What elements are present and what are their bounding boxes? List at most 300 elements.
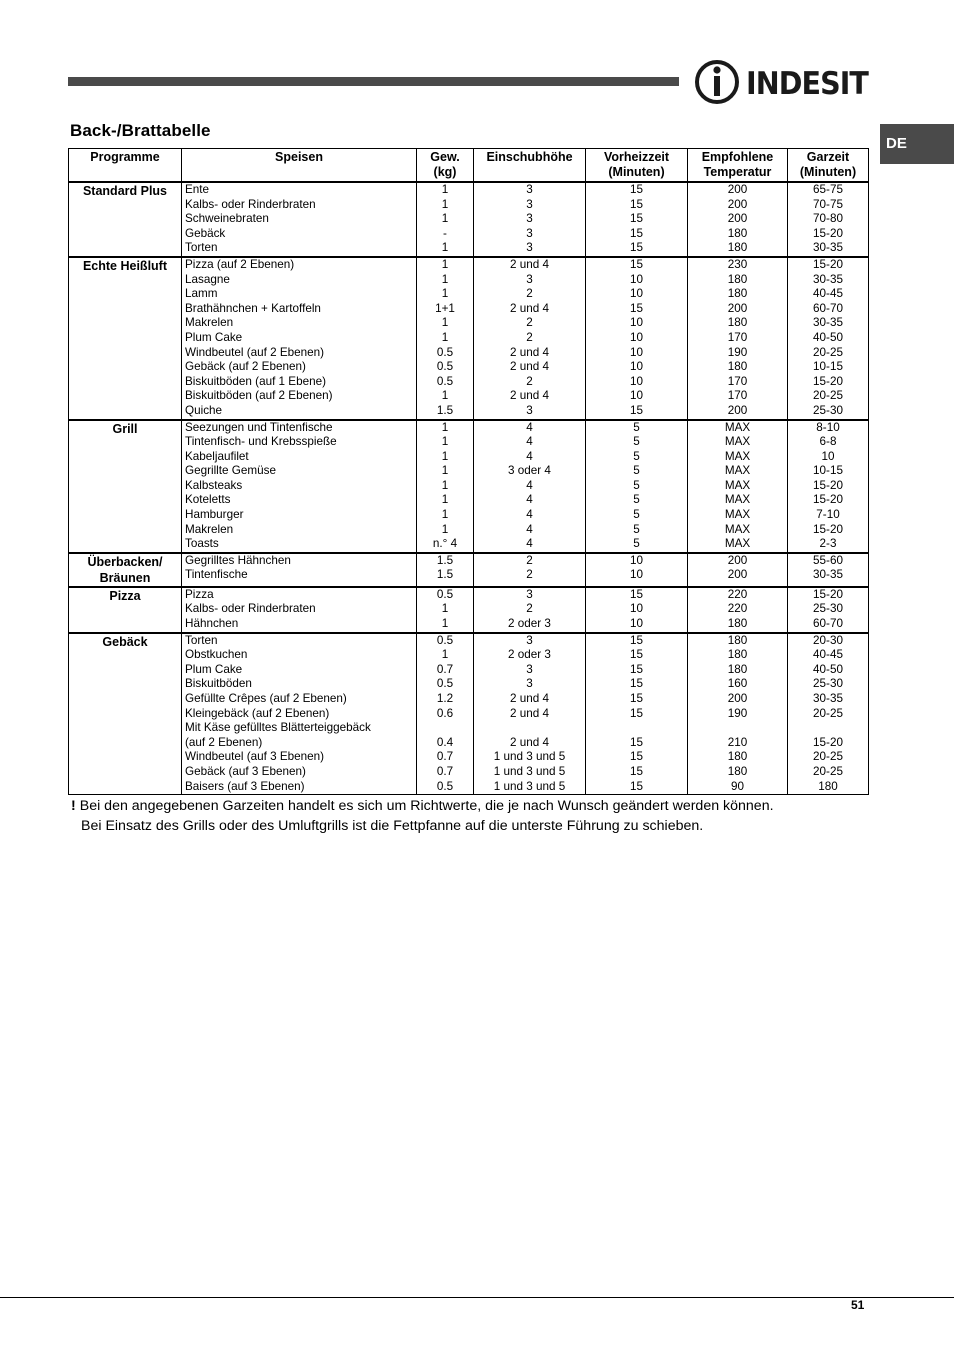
list-item: 1 [441,420,449,434]
weight-cell [417,633,474,795]
list-item: MAX [724,537,751,551]
list-item: Schweinebraten [185,212,269,226]
food-cell [182,257,417,420]
list-item: Lamm [185,287,218,301]
list-item: 15 [629,706,643,720]
list-item: 2 [526,602,533,616]
list-item: 180 [727,226,748,240]
list-item: 2 oder 3 [508,617,551,631]
list-item: 220 [727,602,748,616]
list-item: 3 [526,677,533,691]
list-item: 200 [727,197,748,211]
list-item: MAX [724,493,751,507]
cooking-time-cell [788,587,869,633]
list-item: 20-25 [813,750,843,764]
list-item: 1 [441,522,449,536]
list-item: Plum Cake [185,330,243,344]
list-item: 15 [629,779,643,793]
list-item: 1.5 [436,403,454,417]
list-item: 55-60 [813,553,843,567]
list-item: 6-8 [819,435,837,449]
list-item: 4 [526,493,533,507]
table-section [69,420,869,553]
list-item: MAX [724,464,751,478]
list-item: 15 [629,241,643,255]
list-item: 0.6 [436,706,454,720]
list-item: 5 [633,449,640,463]
list-item: 10 [629,568,643,582]
list-item: 20-25 [813,389,843,403]
list-item: Kalbs- oder Rinderbraten [185,602,316,616]
list-item: 30-35 [813,316,843,330]
list-item: 40-45 [813,287,843,301]
list-item: 70-75 [813,197,843,211]
language-tab: DE [880,124,954,164]
food-cell [182,553,417,587]
list-item: 210 [727,735,748,749]
list-item: 5 [633,493,640,507]
list-item: 40-45 [813,648,843,662]
list-item: Gebäck (auf 2 Ebenen) [185,360,306,374]
list-item: 2 und 4 [510,735,549,749]
table-row [69,633,869,795]
list-item: MAX [724,522,751,536]
indesit-logo [694,58,869,106]
table-row [69,420,869,553]
list-item: 5 [633,420,640,434]
header-temperatur: Empfohlene Temperatur [688,149,788,183]
logo-wordmark: INDESIT [746,66,869,102]
list-item: 15-20 [813,587,843,601]
table-row [69,553,869,587]
header-einschubhoehe: Einschubhöhe [474,149,586,183]
list-item: 2 und 4 [510,706,549,720]
list-item: 5 [633,522,640,536]
list-item: 15 [629,226,643,240]
list-item: 60-70 [813,301,843,315]
list-item: 1 [441,464,449,478]
list-item: 180 [727,287,748,301]
list-item: Pizza (auf 2 Ebenen) [185,257,295,271]
list-item: 40-50 [813,662,843,676]
list-item: 2 [526,553,533,567]
list-item: 40-50 [813,330,843,344]
shelf-cell [474,633,586,795]
list-item: Mit Käse gefülltes Blätterteiggebäck [185,721,371,735]
temperature-cell [688,420,788,553]
list-item: 15-20 [813,478,843,492]
list-item: 200 [727,692,748,705]
list-item: 0.7 [436,662,454,676]
list-item: Toasts [185,537,219,551]
list-item: 200 [727,553,748,567]
list-item: Kleingebäck (auf 2 Ebenen) [185,706,330,720]
list-item: 15 [629,677,643,691]
list-item: MAX [724,435,751,449]
list-item: 1 [441,389,449,403]
cooking-note [71,797,891,836]
list-item: 30-35 [813,241,843,255]
list-item: 1 und 3 und 5 [493,750,566,764]
preheat-cell [586,182,688,257]
list-item: Windbeutel (auf 3 Ebenen) [185,750,325,764]
list-item: 30-35 [813,692,843,705]
temperature-cell [688,587,788,633]
list-item: 15-20 [813,226,843,240]
list-item: MAX [724,449,751,463]
list-item: 1 [441,617,449,631]
list-item: 1 [441,508,449,522]
list-item: 5 [633,435,640,449]
list-item: 3 [526,183,533,196]
list-item [688,721,787,736]
list-item: Obstkuchen [185,648,248,662]
list-item: Makrelen [185,316,234,330]
list-item: 15-20 [813,522,843,536]
cooking-time-cell [788,182,869,257]
list-item: 190 [727,706,748,720]
list-item: 10 [629,374,643,388]
list-item: 0.4 [436,735,454,749]
programme-cell: Gebäck [69,633,182,795]
food-cell [182,420,417,553]
list-item: 0.5 [436,633,454,647]
list-item: 1 [441,197,449,211]
list-item: Plum Cake [185,662,243,676]
list-item: MAX [724,508,751,522]
list-item: 3 oder 4 [508,464,551,478]
list-item: 15 [629,403,643,417]
list-item: 30-35 [813,568,843,582]
table-section [69,182,869,257]
list-item [474,721,585,736]
list-item: 200 [727,568,748,582]
list-item: 3 [526,272,533,286]
list-item: 0.7 [436,750,454,764]
list-item: 1 [441,648,449,662]
list-item: 1 [441,602,449,616]
list-item: 4 [526,522,533,536]
page-title: Back-/Brattabelle [70,121,211,140]
table-section [69,587,869,633]
list-item: (auf 2 Ebenen) [185,735,263,749]
programme-cell: Grill [69,420,182,553]
list-item: 25-30 [813,677,843,691]
list-item: 10 [629,316,643,330]
list-item: 180 [727,360,748,374]
warning-icon: ! [71,798,76,814]
shelf-cell [474,257,586,420]
list-item: 180 [727,316,748,330]
weight-cell [417,420,474,553]
list-item [788,721,868,736]
list-item: 1 [441,478,449,492]
list-item: 1 [441,183,449,196]
cooking-time-cell [788,257,869,420]
list-item: 90 [730,779,744,793]
list-item: 15-20 [813,374,843,388]
list-item: 0.5 [436,779,454,793]
list-item: Makrelen [185,522,234,536]
list-item: 5 [633,464,640,478]
list-item: Koteletts [185,493,231,507]
food-cell [182,182,417,257]
list-item: 10 [629,287,643,301]
list-item: Ente [185,183,210,196]
table-section [69,553,869,587]
list-item: 2 und 4 [510,301,549,315]
weight-cell [417,257,474,420]
list-item: 180 [727,272,748,286]
preheat-cell [586,257,688,420]
list-item: 1 und 3 und 5 [493,779,566,793]
list-item: 15 [629,301,643,315]
programme-cell: Pizza [69,587,182,633]
list-item: 0.5 [436,677,454,691]
list-item: 0.5 [436,360,454,374]
list-item: Gebäck [185,226,226,240]
list-item: 170 [727,374,748,388]
list-item: 10 [821,449,835,463]
list-item: 4 [526,420,533,434]
list-item: 10 [629,617,643,631]
preheat-cell [586,587,688,633]
note-line-2: Bei Einsatz des Grills oder des Umluftgrills ist die Fettpfanne auf die unterste Führung zu schieben. [81,817,704,834]
cooking-table [68,148,869,795]
list-item: 10 [629,330,643,344]
list-item: 15 [629,692,643,705]
list-item: 4 [526,508,533,522]
table-header-row [69,149,869,183]
list-item: Torten [185,633,218,647]
list-item: Biskuitböden (auf 1 Ebene) [185,374,326,388]
list-item: Torten [185,241,218,255]
list-item: 15 [629,633,643,647]
list-item: 10-15 [813,360,843,374]
list-item: 2 oder 3 [508,648,551,662]
list-item: 2 und 4 [510,345,549,359]
list-item: 2 und 4 [510,360,549,374]
list-item: Baisers (auf 3 Ebenen) [185,779,305,793]
list-item: 15 [629,183,643,196]
list-item: 2 und 4 [510,257,549,271]
list-item: 1 [441,493,449,507]
list-item: 4 [526,478,533,492]
list-item: 2 und 4 [510,692,549,705]
list-item: 180 [727,750,748,764]
footer-rule [0,1297,954,1298]
list-item: Gegrilltes Hähnchen [185,553,291,567]
list-item: 1 [441,435,449,449]
list-item: 20-25 [813,345,843,359]
list-item: 2-3 [819,537,837,551]
list-item: 1 [441,449,449,463]
list-item: 15 [629,764,643,778]
list-item: 4 [526,435,533,449]
list-item: 3 [526,403,533,417]
list-item: Tintenfisch- und Krebsspieße [185,435,337,449]
table-section [69,633,869,795]
list-item: 30-35 [813,272,843,286]
list-item: 180 [727,662,748,676]
list-item: 3 [526,197,533,211]
preheat-cell [586,553,688,587]
list-item: 20-25 [813,764,843,778]
list-item: Gegrillte Gemüse [185,464,276,478]
list-item: 1 [441,287,449,301]
list-item: 25-30 [813,602,843,616]
list-item: 220 [727,587,748,601]
table-row [69,257,869,420]
list-item: 15 [629,197,643,211]
list-item: 4 [526,537,533,551]
list-item: 0.7 [436,764,454,778]
list-item: MAX [724,478,751,492]
list-item: 180 [818,779,838,793]
list-item: 20-30 [813,633,843,647]
list-item: 4 [526,449,533,463]
shelf-cell [474,587,586,633]
list-item: 15-20 [813,257,843,271]
list-item: 15 [629,735,643,749]
list-item: Gefüllte Crêpes (auf 2 Ebenen) [185,692,347,705]
header-gewicht: Gew. (kg) [417,149,474,183]
list-item: Kalbs- oder Rinderbraten [185,197,316,211]
weight-cell [417,182,474,257]
list-item: 60-70 [813,617,843,631]
list-item: 10 [629,345,643,359]
temperature-cell [688,553,788,587]
note-line-1 [71,797,891,817]
header-vorheizzeit: Vorheizzeit (Minuten) [586,149,688,183]
list-item: 3 [526,662,533,676]
header-garzeit: Garzeit (Minuten) [788,149,869,183]
list-item: 1 [441,257,449,271]
food-cell [182,633,417,795]
list-item: 1.2 [436,692,454,705]
list-item: 200 [727,183,748,196]
list-item: 180 [727,648,748,662]
list-item: 170 [727,389,748,403]
cooking-time-cell [788,633,869,795]
header-speisen: Speisen [182,149,417,183]
list-item: 2 [526,330,533,344]
list-item: Gebäck (auf 3 Ebenen) [185,764,306,778]
list-item: 10 [629,602,643,616]
list-item: 1.5 [436,553,454,567]
list-item: Hähnchen [185,617,239,631]
list-item: 1 [441,272,449,286]
list-item: 10 [629,389,643,403]
list-item: 1+1 [435,301,455,315]
preheat-cell [586,420,688,553]
list-item: Hamburger [185,508,244,522]
shelf-cell [474,182,586,257]
cooking-time-cell [788,553,869,587]
list-item: 15 [629,648,643,662]
temperature-cell [688,633,788,795]
list-item: 180 [727,633,748,647]
list-item: 15 [629,212,643,226]
programme-cell: Überbacken/ Bräunen [69,553,182,587]
list-item: 3 [526,587,533,601]
list-item: 10 [629,360,643,374]
list-item: 180 [727,764,748,778]
list-item: 3 [526,241,533,255]
header-programme: Programme [69,149,182,183]
list-item: 5 [633,508,640,522]
list-item: 8-10 [816,420,840,434]
list-item: 1 [441,316,449,330]
shelf-cell [474,553,586,587]
list-item: Quiche [185,403,223,417]
list-item: 15-20 [813,735,843,749]
list-item: 5 [633,478,640,492]
list-item: 15-20 [813,493,843,507]
list-item: 0.5 [436,587,454,601]
list-item: 2 [526,287,533,301]
list-item: 10 [629,272,643,286]
list-item: Biskuitböden (auf 2 Ebenen) [185,389,333,403]
list-item: 2 [526,568,533,582]
table-row [69,587,869,633]
list-item: 5 [633,537,640,551]
list-item: 1 [441,330,449,344]
list-item: Lasagne [185,272,230,286]
list-item: 180 [727,617,748,631]
list-item: 170 [727,330,748,344]
table-section [69,257,869,420]
list-item: 70-80 [813,212,843,226]
temperature-cell [688,182,788,257]
list-item: 20-25 [813,706,843,720]
list-item: 10-15 [813,464,843,478]
list-item: MAX [724,420,751,434]
list-item: 15 [629,587,643,601]
list-item: 15 [629,750,643,764]
list-item: Kalbsteaks [185,478,243,492]
list-item: Windbeutel (auf 2 Ebenen) [185,345,325,359]
list-item: 3 [526,212,533,226]
list-item: 1 [441,212,449,226]
list-item [586,721,687,736]
food-cell [182,587,417,633]
note-text-1: Bei den angegebenen Garzeiten handelt es sich um Richtwerte, die je nach Wunsch geändert werden können. [79,798,774,814]
list-item: 1 [441,241,449,255]
list-item: 200 [727,301,748,315]
list-item: 15 [629,257,643,271]
temperature-cell [688,257,788,420]
list-item: 2 [526,316,533,330]
list-item: 7-10 [816,508,840,522]
header-rule [68,77,679,86]
list-item: 2 [526,374,533,388]
list-item: 0.5 [436,374,454,388]
list-item: Kabeljaufilet [185,449,249,463]
list-item: 200 [727,403,748,417]
programme-cell: Echte Heißluft [69,257,182,420]
list-item: 3 [526,226,533,240]
list-item: Pizza [185,587,214,601]
list-item [417,721,473,736]
list-item: 25-30 [813,403,843,417]
list-item: 1.5 [436,568,454,582]
shelf-cell [474,420,586,553]
preheat-cell [586,633,688,795]
list-item: 160 [727,677,748,691]
cooking-time-cell [788,420,869,553]
list-item: 2 und 4 [510,389,549,403]
